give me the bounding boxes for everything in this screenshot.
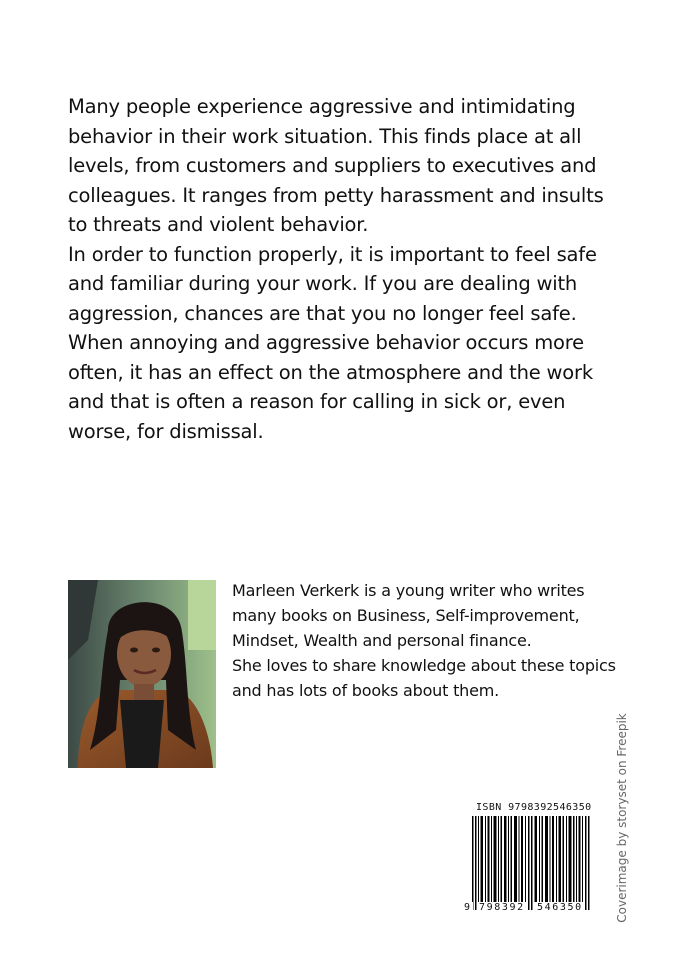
back-cover-blurb [68, 92, 624, 446]
blurb-paragraph: In order to function properly, it is important to feel safe and familiar during your work. If you are dealing with aggression, chances are that you no longer feel safe. When annoying and aggressive behavior occurs more often, it has an effect on the atmosphere and the work and that is often a reason for calling in sick or, even worse, for dismissal. [68, 242, 597, 443]
barcode-bars [464, 816, 600, 910]
isbn-label: ISBN 9798392546350 [476, 802, 592, 813]
barcode-digits-right: 546350 [537, 902, 583, 913]
author-photo [68, 580, 216, 768]
cover-credit-text: Coverimage by storyset on Freepik [615, 713, 629, 923]
author-bio [232, 578, 632, 703]
isbn-barcode [464, 802, 600, 916]
blurb-paragraph: Many people experience aggressive and intimidating behavior in their work situation. This finds place at all levels, from customers and suppliers to executives and colleagues. It ranges from petty harassment and insults to threats and violent behavior. [68, 95, 604, 236]
barcode-digits-left: 798392 [479, 902, 525, 913]
author-bio-text: She loves to share knowledge about these topics and has lots of books about them. [232, 656, 616, 700]
barcode-digit: 9 [464, 902, 472, 913]
author-bio-text: Marleen Verkerk is a young writer who writes many books on Business, Self-improvement, Mindset, Wealth and personal finance. [232, 581, 585, 650]
cover-credit [612, 713, 632, 923]
